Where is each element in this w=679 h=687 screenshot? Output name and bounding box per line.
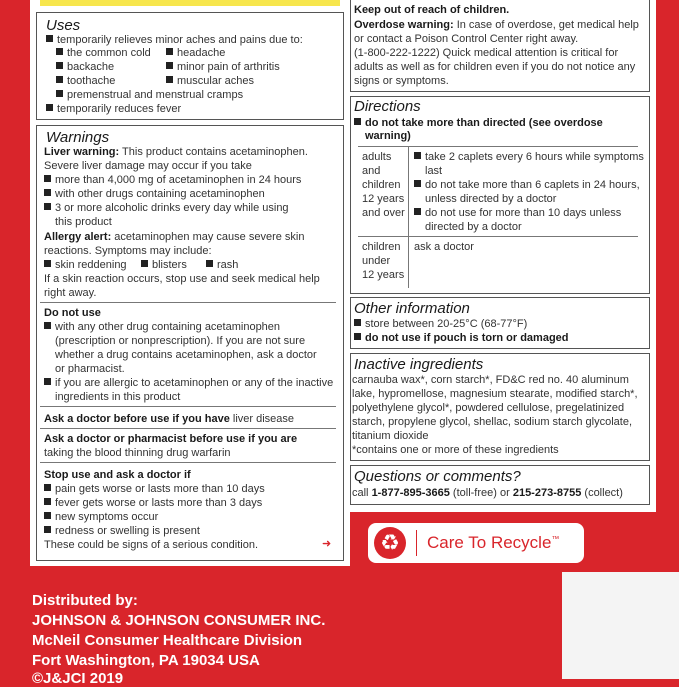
bullet-icon [166,62,173,69]
bullet-icon [44,498,51,505]
bullet-icon [46,35,53,42]
list-item: minor pain of arthritis [166,60,280,74]
bullet-icon [206,260,213,267]
list-item: premenstrual and menstrual cramps [56,88,243,102]
ask-pharmacist: Ask a doctor or pharmacist before use if you are [44,433,298,445]
divider [40,462,336,463]
overdose-line: (1-800-222-1222) Quick medical attention is critical for [354,47,619,59]
bullet-icon [44,189,51,196]
bullet-icon [46,104,53,111]
distributor-label: Distributed by: [32,592,138,609]
list-item-cont: directed by a doctor [425,221,522,233]
bullet-icon [44,378,51,385]
badge-divider [416,530,417,556]
questions-title: Questions or comments? [354,468,521,485]
allergy-line: reactions. Symptoms may include: [44,245,212,257]
inactive-title: Inactive ingredients [354,356,484,373]
list-item: rash [206,258,238,272]
list-item: 3 or more alcoholic drinks every day while using [44,201,289,215]
do-not-use-title: Do not use [44,307,101,319]
inactive-line: polyethylene glycol*, powdered cellulose, pregelatinized [352,402,625,414]
overdose-warning: Overdose warning: In case of overdose, get medical help [354,19,639,31]
keep-out-text: Keep out of reach of children. [354,4,510,16]
bottom-right-panel [562,572,679,679]
recycle-label: Care To Recycle™ [427,533,560,552]
list-item: pain gets worse or lasts more than 10 days [44,482,265,496]
bullet-icon [414,208,421,215]
bullet-icon [166,76,173,83]
list-item: more than 4,000 mg of acetaminophen in 24 hours [44,173,301,187]
table-cell-child: children [362,241,401,253]
stop-use-title: Stop use and ask a doctor if [44,469,191,481]
inactive-line: titanium dioxide [352,430,429,442]
bullet-icon [44,512,51,519]
list-item: redness or swelling is present [44,524,200,538]
inactive-line: carnauba wax*, corn starch*, FD&C red no. 40 aluminum [352,374,629,386]
overdose-line: signs or symptoms. [354,75,449,87]
bullet-icon [44,175,51,182]
bullet-icon [44,260,51,267]
distributor-division: McNeil Consumer Healthcare Division [32,632,303,649]
distributor-copyright: ©J&JCI 2019 [32,670,124,687]
bullet-icon [354,118,361,125]
list-item: skin reddening [44,258,127,272]
directions-title: Directions [354,98,421,115]
directions-note: do not take more than directed (see overdose [354,116,603,130]
list-item: do not use if pouch is torn or damaged [354,331,569,345]
ask-doctor: Ask a doctor before use if you have liver disease [44,413,295,425]
table-cell-child-text: ask a doctor [414,241,474,253]
uses-intro: temporarily relieves minor aches and pains due to: [46,33,303,47]
distributor-address: Fort Washington, PA 19034 USA [32,652,260,669]
bullet-icon [56,76,63,83]
list-item-cont: whether a drug contains acetaminophen, ask a doctor [55,349,317,361]
directions-note-cont: warning) [365,130,411,142]
list-item: headache [166,46,225,60]
divider [40,428,336,429]
overdose-line: or contact a Poison Control Center right away. [354,33,579,45]
bullet-icon [56,90,63,97]
list-item: do not take more than 6 caplets in 24 hours, [414,178,640,192]
bullet-icon [44,322,51,329]
list-item: new symptoms occur [44,510,158,524]
list-item: toothache [56,74,115,88]
bullet-icon [166,48,173,55]
table-cell-adult: and [362,165,381,177]
table-cell-child: 12 years [362,269,405,281]
questions-phone: call 1-877-895-3665 (toll-free) or 215-273-8755 (collect) [352,487,623,499]
allergy-line: If a skin reaction occurs, stop use and seek medical help [44,273,320,285]
table-divider [358,236,638,237]
continue-arrow-icon: ➜ [322,538,332,550]
list-item: do not use for more than 10 days unless [414,206,621,220]
bullet-icon [56,48,63,55]
table-cell-adult: 12 years [362,193,405,205]
list-item: the common cold [56,46,151,60]
recycle-icon: ♻ [374,527,406,559]
bullet-icon [354,319,361,326]
liver-warning: Liver warning: This product contains acetaminophen. [44,146,308,158]
list-item-cont: or pharmacist. [55,363,125,375]
uses-title: Uses [46,17,81,34]
list-item: backache [56,60,114,74]
table-divider [358,146,638,147]
divider [40,302,336,303]
bullet-icon [414,180,421,187]
recycle-badge [368,523,584,563]
list-item-cont: last [425,165,443,177]
divider [40,406,336,407]
overdose-line: adults as well as for children even if you do not notice any [354,61,636,73]
other-info-title: Other information [354,300,470,317]
list-item: fever gets worse or lasts more than 3 days [44,496,262,510]
bullet-icon [44,484,51,491]
table-cell-adult: children [362,179,401,191]
list-item: blisters [141,258,187,272]
warnings-title: Warnings [46,129,110,146]
ask-pharmacist-text: taking the blood thinning drug warfarin [44,447,231,459]
list-item: take 2 caplets every 6 hours while symptoms [414,150,644,164]
inactive-line: lake, hypromellose, magnesium stearate, modified starch*, [352,388,638,400]
stop-use-text: These could be signs of a serious condition. [44,539,259,551]
list-item: muscular aches [166,74,254,88]
bullet-icon [56,62,63,69]
table-col-divider [408,146,409,288]
bullet-icon [141,260,148,267]
inactive-line: starch, propylene glycol, shellac, sodium starch glycolate, [352,416,633,428]
table-cell-adult: and over [362,207,405,219]
allergy-line: right away. [44,287,97,299]
table-cell-child: under [362,255,391,267]
bullet-icon [44,203,51,210]
list-item-cont: this product [55,216,112,228]
bullet-icon [44,526,51,533]
liver-warning-line: Severe liver damage may occur if you take [44,160,252,172]
inactive-line: *contains one or more of these ingredients [352,444,559,456]
allergy-alert: Allergy alert: acetaminophen may cause severe skin [44,231,305,243]
distributor-company: JOHNSON & JOHNSON CONSUMER INC. [32,612,326,629]
list-item-cont: ingredients in this product [55,391,181,403]
list-item: if you are allergic to acetaminophen or any of the inactive [44,376,333,390]
list-item-cont: (prescription or nonprescription). If you are not sure [55,335,306,347]
top-highlight [40,0,340,6]
list-item-cont: unless directed by a doctor [425,193,557,205]
bullet-icon [354,333,361,340]
bullet-icon [414,152,421,159]
list-item: store between 20-25°C (68-77°F) [354,317,527,331]
list-item: with other drugs containing acetaminophen [44,187,265,201]
uses-fever: temporarily reduces fever [46,102,181,116]
list-item: with any other drug containing acetaminophen [44,320,280,334]
table-cell-adult: adults [362,151,392,163]
